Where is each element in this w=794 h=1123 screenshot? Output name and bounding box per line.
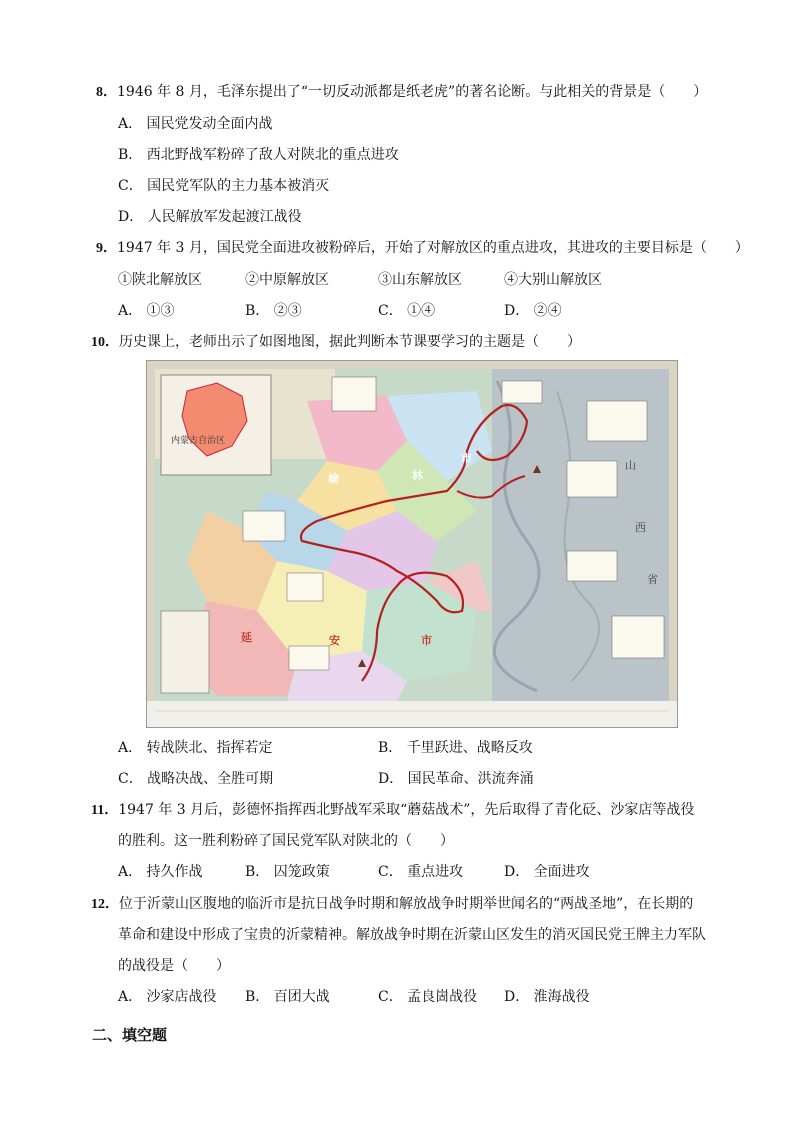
q10-option-d[interactable]: D． 国民革命、洪流奔涌 (378, 771, 534, 787)
q9-option-b[interactable]: B． ②③ (245, 303, 302, 319)
q10-number: 10． (91, 335, 119, 350)
q10-option-b[interactable]: B． 千里跃进、战略反攻 (378, 740, 533, 756)
map-label-shi-1: 市 (461, 452, 472, 465)
q12-number: 12． (91, 897, 119, 912)
q12-option-c[interactable]: C． 孟良崮战役 (378, 989, 478, 1005)
map-label-shan: 山 (625, 459, 636, 472)
q12-stem-line-1 (91, 894, 693, 915)
map-label-an: 安 (329, 634, 340, 647)
q11-option-b[interactable]: B． 囚笼政策 (245, 864, 330, 880)
q12-stem-1: 位于沂蒙山区腹地的临沂市是抗日战争时期和解放战争时期举世闻名的“两战圣地”，在长期的 (119, 896, 694, 912)
q11-option-c[interactable]: C． 重点进攻 (378, 864, 464, 880)
map-label-yan: 延 (241, 631, 252, 644)
q11-stem-line-1 (91, 800, 694, 821)
q12-stem-3: 的战役是（ ） (118, 958, 230, 974)
q12-option-d[interactable]: D． 淮海战役 (504, 989, 590, 1005)
q8-option-a[interactable]: A． 国民党发动全面内战 (118, 116, 273, 132)
q9-item-4: ④大别山解放区 (504, 272, 602, 288)
q9-number: 9． (96, 241, 117, 256)
q10-option-a[interactable]: A． 转战陕北、指挥若定 (118, 740, 273, 756)
q11-stem-1: 1947 年 3 月后，彭德怀指挥西北野战军采取“蘑菇战术”，先后取得了青化砭、沙家店等战役 (118, 802, 695, 818)
q11-option-d[interactable]: D． 全面进攻 (504, 864, 590, 880)
q12-option-a[interactable]: A． 沙家店战役 (118, 989, 217, 1005)
map-svg (147, 361, 677, 727)
map-label-lin: 林 (412, 469, 423, 482)
q11-stem-2: 的胜利。这一胜利粉碎了国民党军队对陕北的（ ） (118, 833, 454, 849)
map-label-xi: 西 (635, 521, 646, 534)
map-label-sheng: 省 (647, 573, 658, 586)
q8-option-d[interactable]: D． 人民解放军发起渡江战役 (118, 209, 302, 225)
q9-option-a[interactable]: A． ①③ (118, 303, 175, 319)
q9-stem-line (96, 238, 749, 259)
q9-option-c[interactable]: C． ①④ (378, 303, 436, 319)
section-2-title: 二、填空题 (92, 1026, 168, 1044)
q10-stem-line (91, 332, 581, 353)
map-label-yu: 榆 (328, 472, 339, 485)
q8-option-c[interactable]: C． 国民党军队的主力基本被消灭 (118, 178, 330, 194)
q10-option-c[interactable]: C． 战略决战、全胜可期 (118, 771, 274, 787)
q9-item-3: ③山东解放区 (378, 272, 462, 288)
q9-item-2: ②中原解放区 (245, 272, 329, 288)
q11-number: 11． (91, 803, 119, 818)
q9-stem: 1947 年 3 月，国民党全面进攻被粉碎后，开始了对解放区的重点进攻，其进攻的主要目标是（ ） (117, 240, 749, 256)
q8-stem: 1946 年 8 月，毛泽东提出了“一切反动派都是纸老虎”的著名论断。与此相关的背景是（ ） (117, 84, 708, 100)
q12-option-b[interactable]: B． 百团大战 (245, 989, 330, 1005)
q8-number: 8． (96, 85, 117, 100)
q12-stem-2: 革命和建设中形成了宝贵的沂蒙精神。解放战争时期在沂蒙山区发生的消灭国民党王牌主力军队 (118, 927, 706, 943)
q8-option-b[interactable]: B． 西北野战军粉碎了敌人对陕北的重点进攻 (118, 147, 399, 163)
map-label-neimenggu: 内蒙古自治区 (171, 436, 226, 446)
q11-option-a[interactable]: A． 持久作战 (118, 864, 203, 880)
q9-option-d[interactable]: D． ②④ (504, 303, 562, 319)
shaanbei-map-image (146, 360, 678, 728)
q10-stem: 历史课上，老师出示了如图地图，据此判断本节课要学习的主题是（ ） (119, 334, 581, 350)
q9-item-1: ①陕北解放区 (118, 272, 202, 288)
q8-stem-line (96, 82, 707, 103)
map-label-shi-2: 市 (421, 634, 432, 647)
